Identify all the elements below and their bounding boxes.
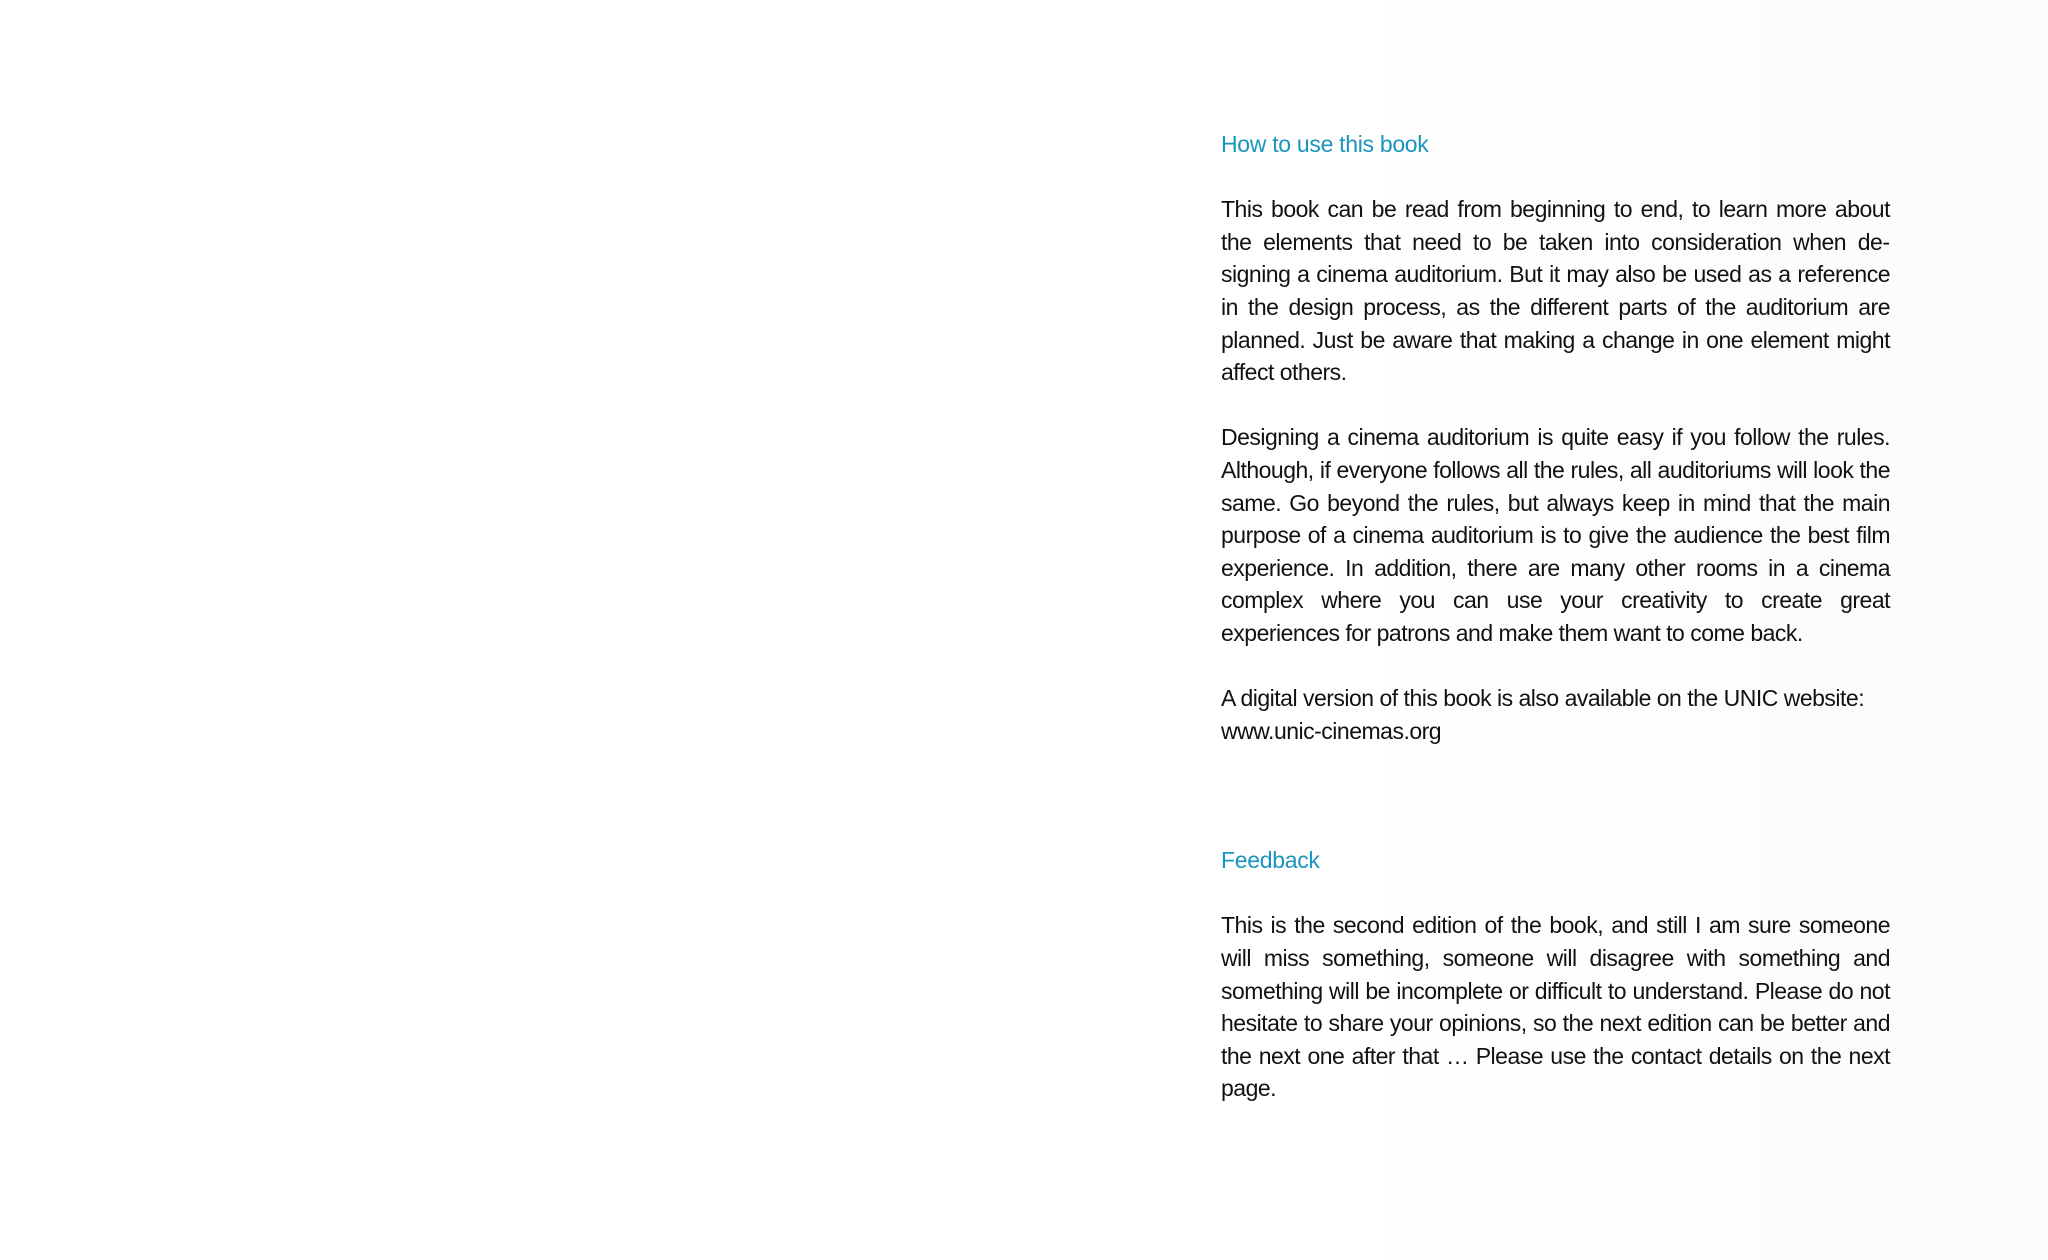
how-to-use-paragraph-1: This book can be read from beginning to end, to learn more about the elements that need to be taken into consideration when designing a cinema auditorium. But it may also be used as a reference in the design process, as the different parts of the auditorium are planned. Just be aware that making a change in one element might affect others. <box>1221 196 1890 386</box>
how-to-use-heading: How to use this book <box>1221 131 1429 157</box>
feedback-section <box>1221 844 1890 1105</box>
feedback-heading: Feedback <box>1221 847 1320 874</box>
digital-version-paragraph <box>1221 682 1890 747</box>
how-to-use-paragraph-2: Designing a cinema auditorium is quite easy if you follow the rules. Although, if everyone follows all the rules, all auditoriums will look the same. Go beyond the rules, but always keep in mind that the main purpose of a cinema auditorium is to give the audience the best film experience. In addition, there are many other rooms in a cinema complex where you can use your creativity to create great experiences for patrons and make them want to come back. <box>1221 424 1890 646</box>
right-page-content <box>1221 128 1890 1105</box>
section-spacer <box>1221 812 1890 844</box>
section-spacer <box>1221 747 1890 812</box>
digital-version-text: A digital version of this book is also available on the UNIC website: <box>1221 685 1865 712</box>
feedback-paragraph: This is the second edition of the book, and still I am sure someone will miss something, someone will disagree with something and something will be incomplete or difficult to understand. Please do not hesitate to share your opinions, so the next edition can be better and the next one after that … Please use the contact details on the next page. <box>1221 912 1890 1102</box>
how-to-use-section <box>1221 128 1890 747</box>
website-url: www.unic-cinemas.org <box>1221 717 1442 744</box>
